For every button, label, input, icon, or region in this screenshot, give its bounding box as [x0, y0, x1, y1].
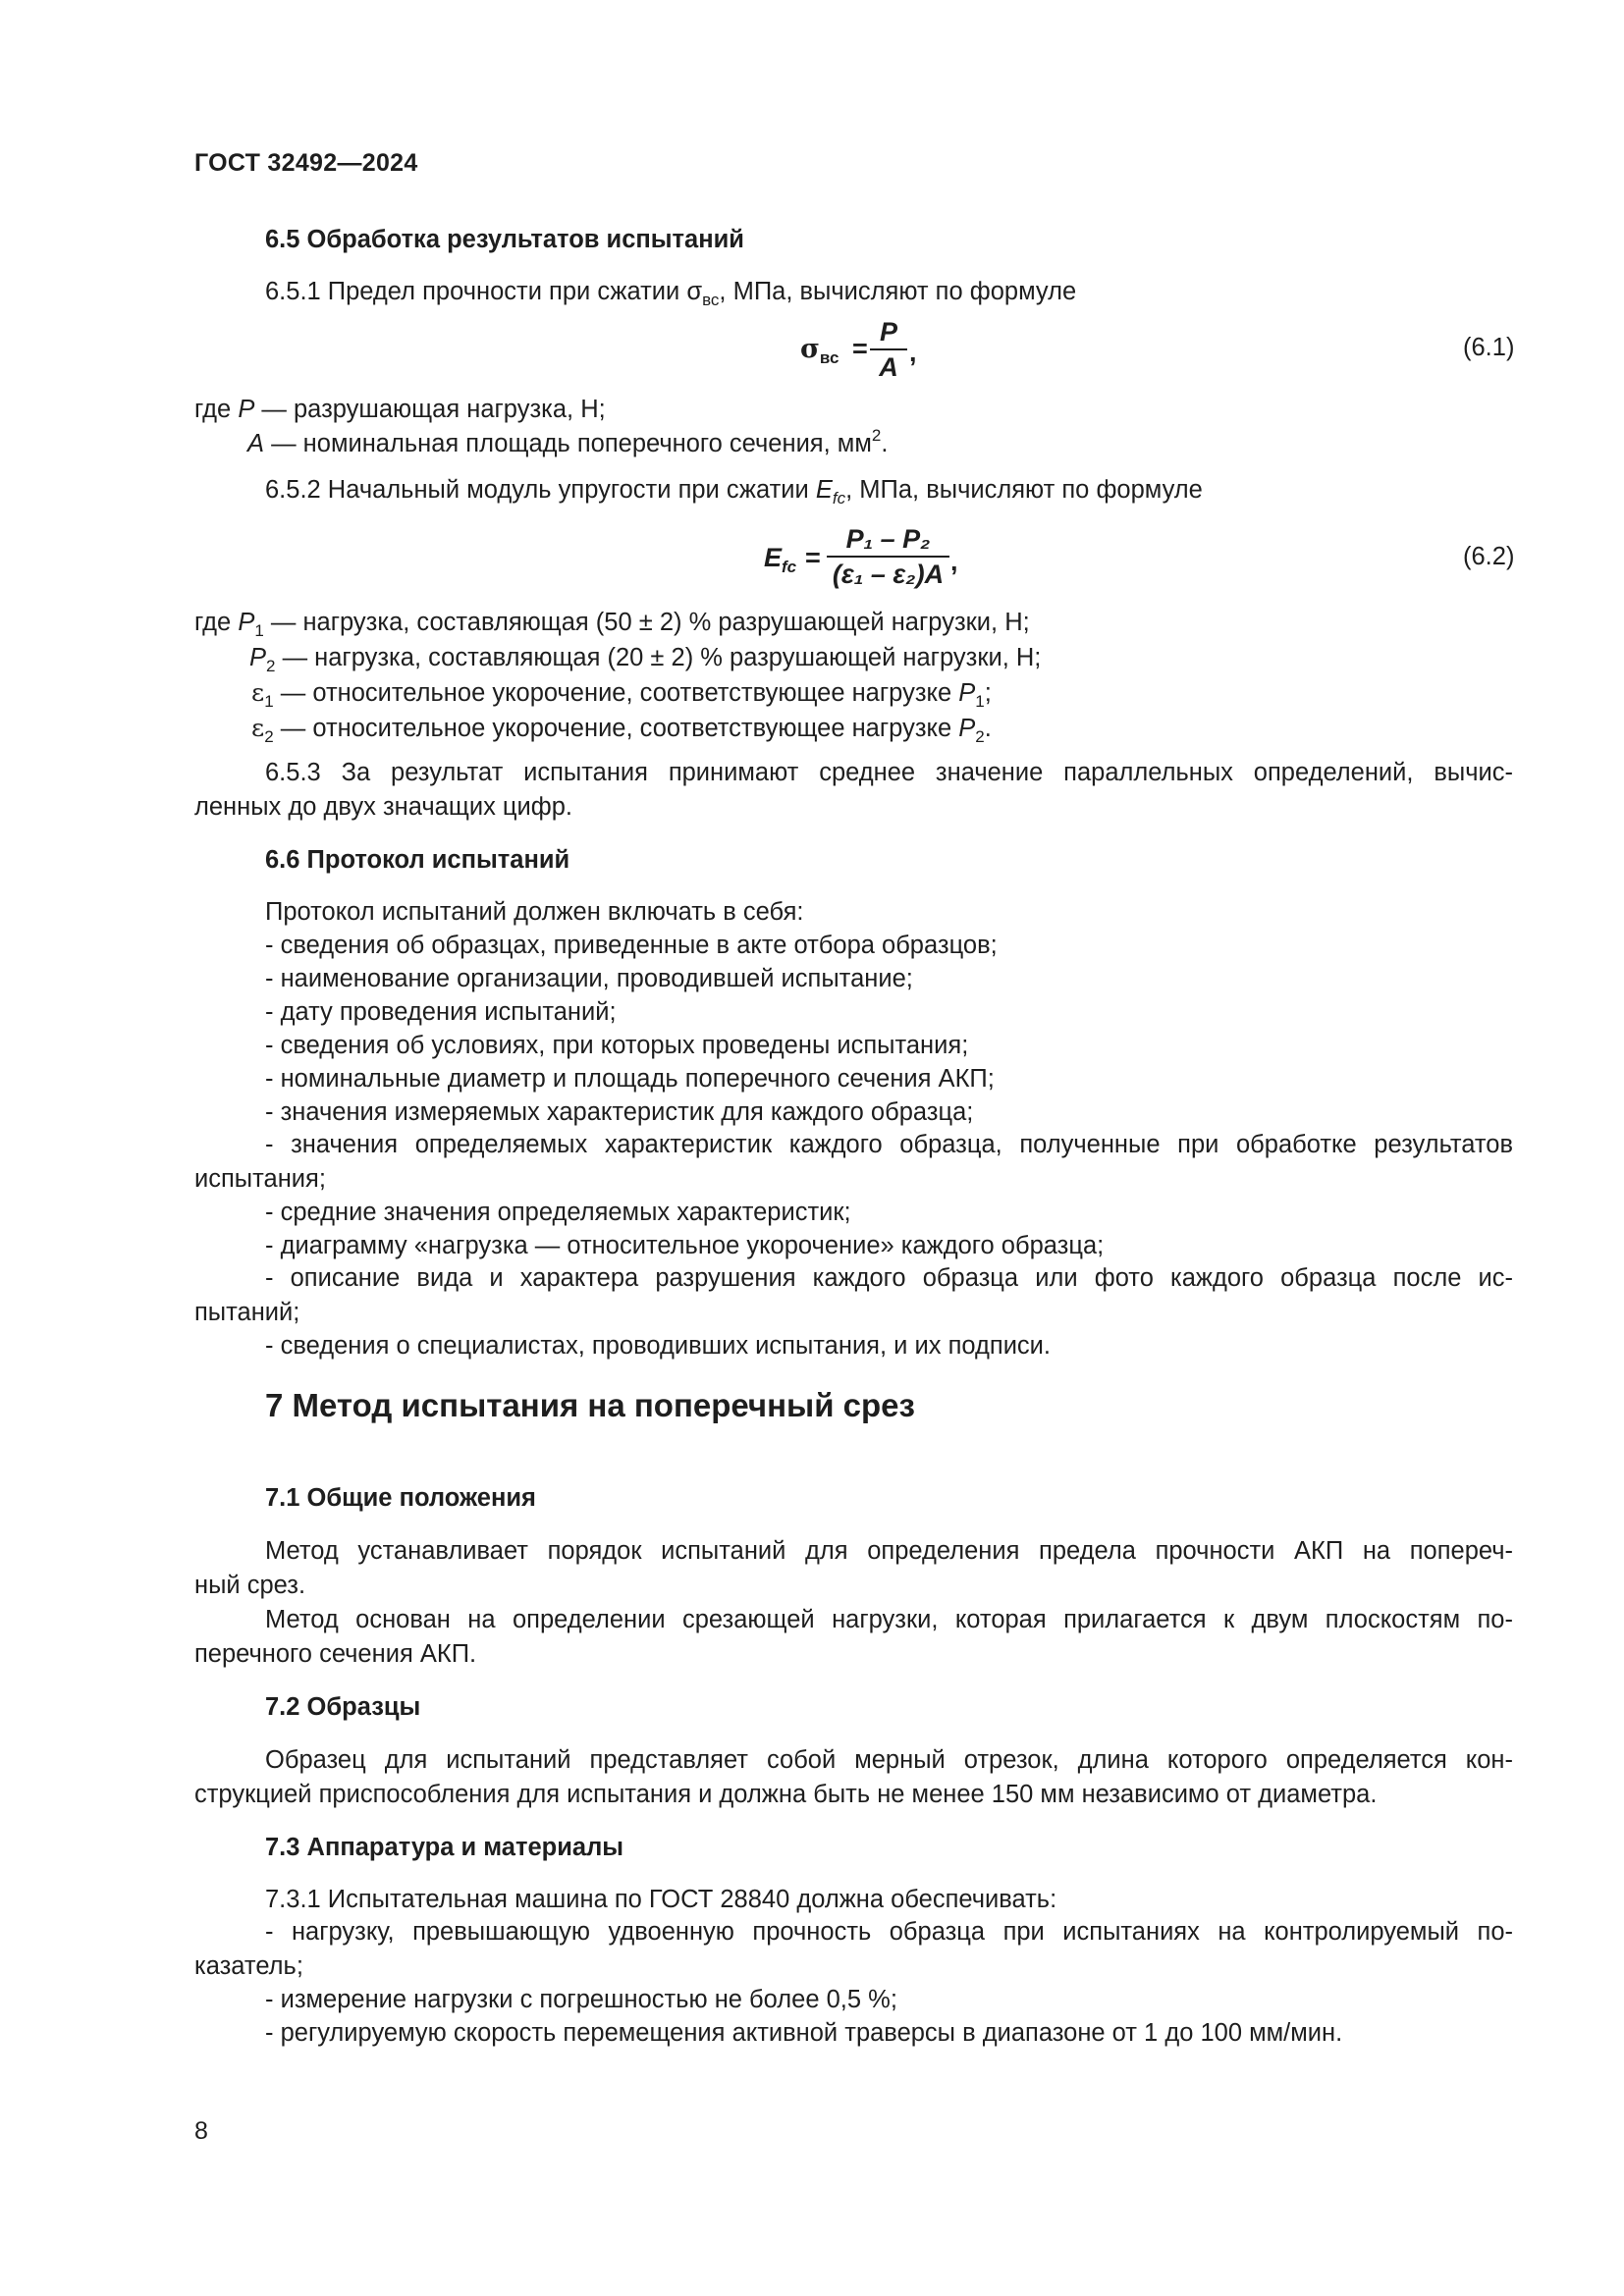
section-7-3-title: 7.3 Аппаратура и материалы	[265, 1834, 624, 1861]
equation-number-6-1: (6.1)	[1463, 334, 1515, 361]
protocol-item-11-line-1: - описание вида и характера разрушения каждого образца или фото каждого образца после ис-	[265, 1264, 1513, 1292]
document-header: ГОСТ 32492—2024	[194, 149, 418, 177]
section-7-1-p2-line-1: Метод основан на определении срезающей нагрузки, которая прилагается к двум плоскостям по-	[265, 1606, 1513, 1633]
section-7-1-p2-line-2: перечного сечения АКП.	[194, 1640, 477, 1668]
section-7-2-line-1: Образец для испытаний представляет собой мерный отрезок, длина которого определяется кон-	[265, 1746, 1513, 1774]
protocol-item-8-line-2: испытания;	[194, 1165, 326, 1193]
protocol-line: - сведения об образцах, приведенные в акте отбора образцов;	[265, 932, 998, 959]
where-p1: где $P_1$ — нагрузка, составляющая (50 ± 2) % разрушающей нагрузки, Н;	[194, 609, 1030, 640]
paragraph-7-3-1: 7.3.1 Испытательная машина по ГОСТ 28840 должна обеспечивать:	[265, 1886, 1057, 1913]
fraction-bar	[870, 348, 907, 350]
protocol-line: - номинальные диаметр и площадь поперечного сечения АКП;	[265, 1065, 995, 1093]
section-7-1-p1-line-2: ный срез.	[194, 1572, 306, 1599]
section-7-title: 7 Метод испытания на поперечный срез	[265, 1387, 915, 1423]
equation-number-6-2: (6.2)	[1463, 543, 1515, 570]
document-page: ГОСТ 32492—2024 6.5 Обработка результатов испытаний 6.5.1 Предел прочности при сжатии $\sigma_{вс}$, МПа, вычисляют по формуле $\sigma_{вс}$ = P A , (6.1) где P — разрушающая нагрузка, Н; A — номинальная площадь поперечного сечения, $мм^2$. 6.5.2 Начальный модуль упругости при сжатии $E_{fc}$, МПа, вычисляют по формуле $E_{fc}$ = P₁ – P₂ (ε₁ – ε₂)A , (6.2) где $P_1$ — нагрузка, составляющая (50 ± 2) % разрушающей нагрузки, Н; $P_2$ — нагрузка, составляющая (20 ± 2) % разрушающей нагрузки, Н; $\varepsilon_1$ — относительное укорочение, соответствующее нагрузке $P_1$; $\varepsilon_2$ — относительное укорочение, соответствующее нагрузке $P_2$. 6.5.3 За результат испытания принимают среднее значение параллельных определений, вычис- ленных до двух значащих цифр. 6.6 Протокол испытаний Протокол испытаний должен включать в себя: - сведения об образцах, приведенные в акте отбора образцов; - наименование организации, проводившей испытание; - дату проведения испытаний; - сведения об условиях, при которых проведены испытания; - номинальные диаметр и площадь поперечного сечения АКП; - значения измеряемых характеристик для каждого образца; - значения определяемых характеристик каждого образца, полученные при обработке результатов испытания; - средние значения определяемых характеристик; - диаграмму «нагрузка — относительное укорочение» каждого образца; - описание вида и характера разрушения каждого образца или фото каждого образца после ис- пытаний; - сведения о специалистах, проводивших испытания, и их подписи. 7 Метод испытания на поперечный срез 7.1 Общие положения Метод устанавливает порядок испытаний для определения предела прочности АКП на попереч- ный срез. Метод основан на определении срезающей нагрузки, которая прилагается к двум плоскостям по- перечного сечения АКП. 7.2 Образцы Образец для испытаний представляет собой мерный отрезок, длина которого определяется кон- струкцией приспособления для испытания и должна быть не менее 150 мм независимо от диаметра. 7.3 Аппаратура и материалы 7.3.1 Испытательная машина по ГОСТ 28840 должна обеспечивать: - нагрузку, превышающую удвоенную прочность образца при испытаниях на контролируемый по- казатель; - измерение нагрузки с погрешностью не более 0,5 %; - регулируемую скорость перемещения активной траверсы в диапазоне от 1 до 100 мм/мин. 8	[194, 149, 1515, 2145]
paragraph-6-5-1: 6.5.1 Предел прочности при сжатии $\sigma_{вс}$, МПа, вычисляют по формуле	[265, 278, 1077, 309]
protocol-line: Протокол испытаний должен включать в себя:	[265, 898, 804, 926]
where-a: A — номинальная площадь поперечного сечения, $мм^2$.	[247, 426, 889, 457]
paragraph-7-3-1-item-1-line-1: - нагрузку, превышающую удвоенную прочность образца при испытаниях на контролируемый по-	[265, 1918, 1513, 1946]
protocol-item-11-line-2: пытаний;	[194, 1299, 300, 1326]
where-p2: $P_2$ — нагрузка, составляющая (20 ± 2) % разрушающей нагрузки, Н;	[249, 644, 1042, 675]
protocol-line: - наименование организации, проводившей испытание;	[265, 965, 913, 992]
protocol-line: - сведения об условиях, при которых проведены испытания;	[265, 1032, 969, 1059]
protocol-item-8-line-1: - значения определяемых характеристик каждого образца, полученные при обработке результатов	[265, 1131, 1513, 1158]
paragraph-7-3-1-item-3: - регулируемую скорость перемещения активной траверсы в диапазоне от 1 до 100 мм/мин.	[265, 2019, 1343, 2047]
protocol-item-12: - сведения о специалистах, проводивших испытания, и их подписи.	[265, 1332, 1052, 1360]
section-7-2-title: 7.2 Образцы	[265, 1693, 421, 1721]
where-e2: $\varepsilon_2$ — относительное укорочение, соответствующее нагрузке $P_2$.	[251, 714, 992, 746]
fraction-6-2: P₁ – P₂ (ε₁ – ε₂)A	[827, 523, 949, 590]
section-7-1-title: 7.1 Общие положения	[265, 1484, 536, 1512]
paragraph-6-5-3-line-2: ленных до двух значащих цифр.	[194, 793, 573, 821]
paragraph-6-5-2: 6.5.2 Начальный модуль упругости при сжатии $E_{fc}$, МПа, вычисляют по формуле	[265, 476, 1203, 507]
paragraph-7-3-1-item-1-line-2: казатель;	[194, 1952, 303, 1980]
paragraph-7-3-1-item-2: - измерение нагрузки с погрешностью не более 0,5 %;	[265, 1986, 897, 2013]
protocol-item-10: - диаграмму «нагрузка — относительное укорочение» каждого образца;	[265, 1232, 1105, 1259]
section-7-1-p1-line-1: Метод устанавливает порядок испытаний для определения предела прочности АКП на попереч-	[265, 1537, 1513, 1565]
section-6-5-title: 6.5 Обработка результатов испытаний	[265, 226, 744, 253]
protocol-line: - дату проведения испытаний;	[265, 998, 617, 1026]
where-e1: $\varepsilon_1$ — относительное укорочение, соответствующее нагрузке $P_1$;	[251, 678, 992, 711]
fraction-6-1: P A	[870, 316, 907, 383]
fraction-bar	[827, 556, 949, 558]
where-p: где P — разрушающая нагрузка, Н;	[194, 396, 606, 423]
paragraph-6-5-3-line-1: 6.5.3 За результат испытания принимают среднее значение параллельных определений, вычис-	[265, 759, 1513, 786]
section-7-2-line-2: струкцией приспособления для испытания и должна быть не менее 150 мм независимо от диаметра.	[194, 1781, 1378, 1808]
section-6-6-title: 6.6 Протокол испытаний	[265, 846, 570, 874]
page-number: 8	[194, 2117, 208, 2145]
protocol-line: - значения измеряемых характеристик для каждого образца;	[265, 1098, 974, 1126]
protocol-item-9: - средние значения определяемых характеристик;	[265, 1199, 851, 1226]
